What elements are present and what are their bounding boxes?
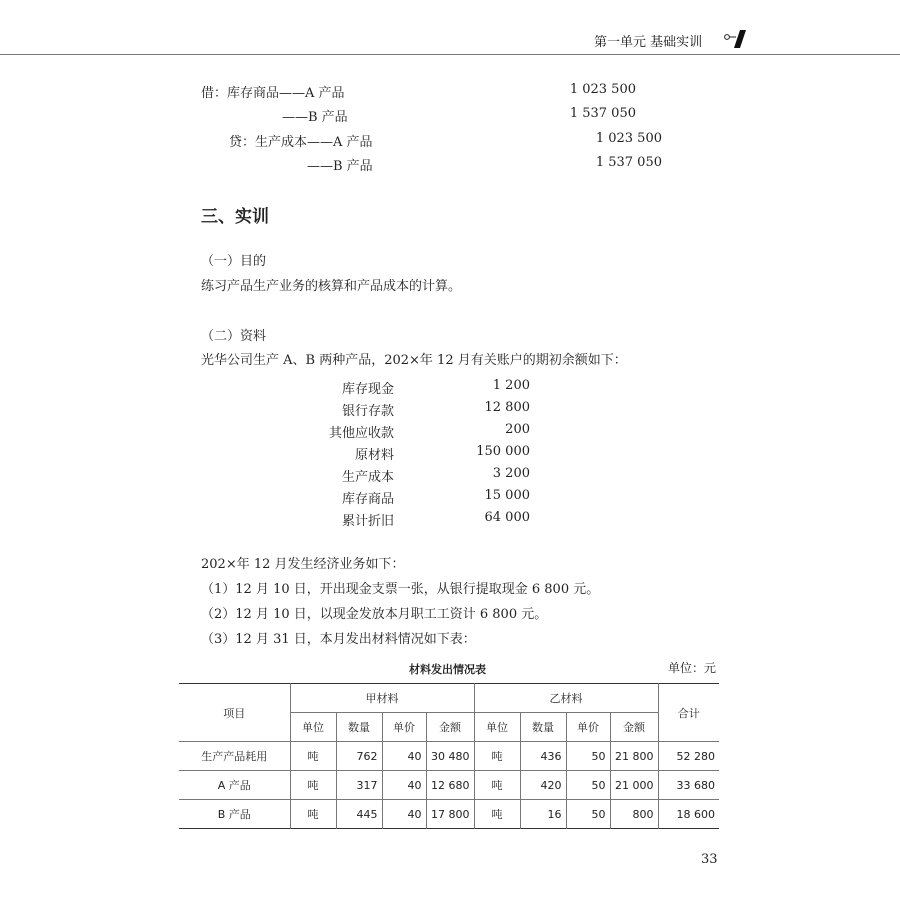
sub-header-qty: 数量 [336, 713, 382, 742]
cell-a-unit: 吨 [290, 771, 336, 800]
cell-b-qty: 16 [520, 800, 566, 829]
sub-header-amount: 金额 [426, 713, 474, 742]
cell-b-price: 50 [566, 742, 610, 771]
cell-a-price: 40 [382, 771, 426, 800]
entry-credit-b: ——B 产品 [307, 159, 373, 174]
balance-value: 3 200 [492, 466, 530, 481]
balance-row [318, 466, 530, 488]
cell-a-price: 40 [382, 742, 426, 771]
cell-total: 33 680 [658, 771, 719, 800]
cell-b-unit: 吨 [474, 771, 520, 800]
cell-b-unit: 吨 [474, 800, 520, 829]
entry-credit-a: 贷：生产成本——A 产品 [229, 135, 373, 150]
group-b-header: 乙材料 [474, 684, 658, 713]
table-row [179, 742, 719, 771]
balance-name: 库存商品 [341, 492, 394, 507]
cell-item: 生产产品耗用 [179, 742, 290, 771]
col-item: 项目 [179, 684, 290, 742]
entry-credit-a-amount: 1 023 500 [595, 131, 662, 146]
header-rule [0, 54, 900, 55]
table-row [179, 771, 719, 800]
cell-a-qty: 445 [336, 800, 382, 829]
material-issue-table [179, 683, 719, 829]
cell-b-amount: 21 800 [610, 742, 658, 771]
cell-b-price: 50 [566, 771, 610, 800]
table-unit: 单位：元 [668, 661, 717, 675]
group-a-header: 甲材料 [290, 684, 474, 713]
cell-a-qty: 317 [336, 771, 382, 800]
balance-row [318, 444, 530, 466]
cell-b-price: 50 [566, 800, 610, 829]
sub-header-qty: 数量 [520, 713, 566, 742]
sub-header-amount: 金额 [610, 713, 658, 742]
cell-item: B 产品 [179, 800, 290, 829]
balance-row [318, 510, 530, 532]
sub-header-price: 单价 [382, 713, 426, 742]
cell-total: 52 280 [658, 742, 719, 771]
balance-value: 200 [505, 422, 530, 437]
table-title: 材料发出情况表 [409, 663, 486, 676]
cell-a-amount: 30 480 [426, 742, 474, 771]
balance-value: 12 800 [484, 400, 530, 415]
sub-header-unit: 单位 [474, 713, 520, 742]
cell-b-qty: 420 [520, 771, 566, 800]
cell-a-unit: 吨 [290, 800, 336, 829]
cell-b-unit: 吨 [474, 742, 520, 771]
balance-name: 累计折旧 [341, 514, 394, 529]
business-item: （3）12 月 31 日，本月发出材料情况如下表： [201, 632, 476, 647]
purpose-text: 练习产品生产业务的核算和产品成本的计算。 [201, 279, 462, 294]
cell-a-price: 40 [382, 800, 426, 829]
header-ornament-icon [724, 26, 746, 48]
cell-a-amount: 12 680 [426, 771, 474, 800]
balance-name: 银行存款 [341, 404, 394, 419]
balance-name: 生产成本 [341, 470, 394, 485]
cell-total: 18 600 [658, 800, 719, 829]
section-title: 三、实训 [201, 207, 269, 227]
balance-row [318, 378, 530, 400]
entry-debit-a: 借：库存商品——A 产品 [201, 86, 345, 101]
balance-name: 其他应收款 [328, 426, 394, 441]
cell-a-unit: 吨 [290, 742, 336, 771]
cell-b-qty: 436 [520, 742, 566, 771]
balance-row [318, 422, 530, 444]
balance-row [318, 400, 530, 422]
cell-b-amount: 21 000 [610, 771, 658, 800]
col-total: 合计 [658, 684, 719, 742]
business-intro: 202×年 12 月发生经济业务如下： [201, 557, 405, 572]
entry-debit-b: ——B 产品 [282, 110, 348, 125]
running-header: 第一单元 基础实训 [594, 35, 703, 50]
balance-value: 150 000 [476, 444, 530, 459]
balance-value: 15 000 [484, 488, 530, 503]
materials-heading: （二）资料 [201, 329, 267, 344]
cell-item: A 产品 [179, 771, 290, 800]
materials-intro: 光华公司生产 A、B 两种产品，202×年 12 月有关账户的期初余额如下： [201, 353, 627, 368]
entry-debit-a-amount: 1 023 500 [569, 82, 636, 97]
sub-header-unit: 单位 [290, 713, 336, 742]
balance-name: 库存现金 [341, 382, 394, 397]
sub-header-price: 单价 [566, 713, 610, 742]
cell-b-amount: 800 [610, 800, 658, 829]
purpose-heading: （一）目的 [201, 254, 267, 269]
balance-value: 1 200 [492, 378, 530, 393]
balance-value: 64 000 [484, 510, 530, 525]
business-item: （2）12 月 10 日，以现金发放本月职工工资计 6 800 元。 [201, 607, 548, 622]
entry-debit-b-amount: 1 537 050 [569, 106, 636, 121]
entry-credit-b-amount: 1 537 050 [595, 155, 662, 170]
balance-row [318, 488, 530, 510]
table-row [179, 800, 719, 829]
page-number: 33 [701, 852, 718, 867]
cell-a-qty: 762 [336, 742, 382, 771]
business-item: （1）12 月 10 日，开出现金支票一张，从银行提取现金 6 800 元。 [201, 582, 600, 597]
cell-a-amount: 17 800 [426, 800, 474, 829]
balance-name: 原材料 [354, 448, 394, 463]
